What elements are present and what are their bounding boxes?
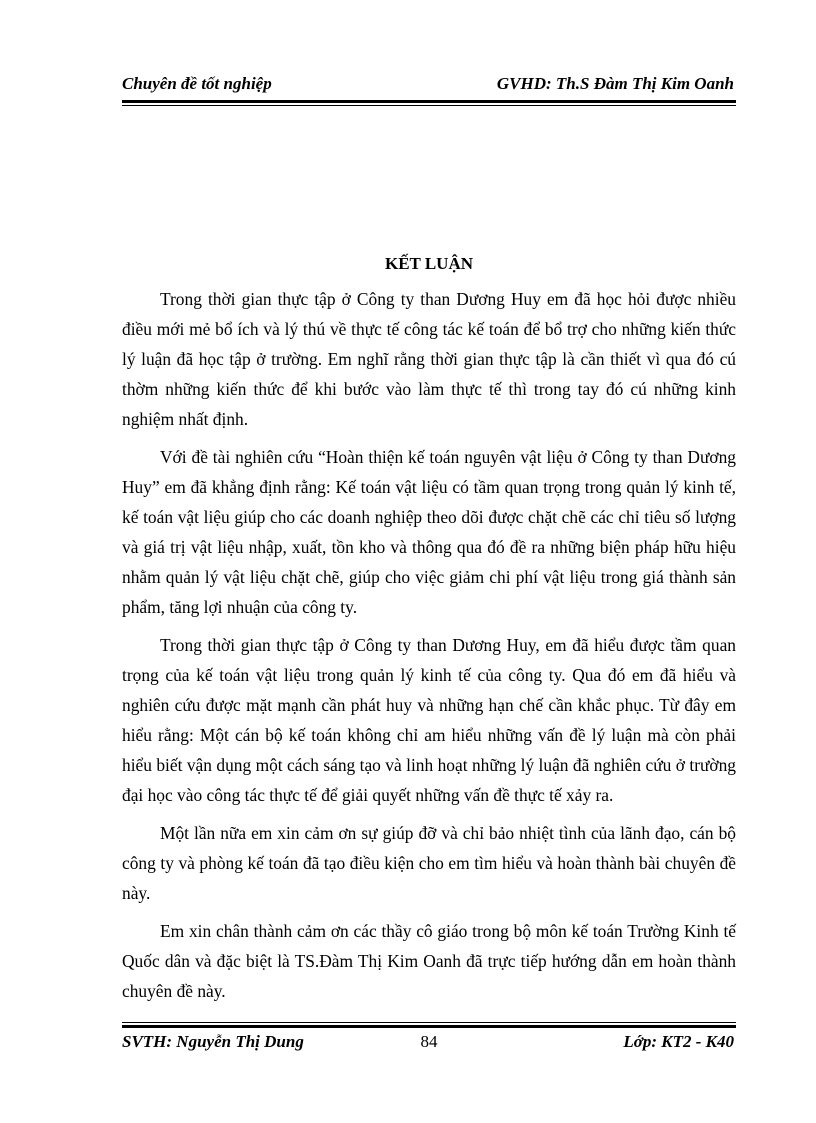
page-title: KẾT LUẬN (384, 254, 473, 273)
paragraph-5: Em xin chân thành cảm ơn các thầy cô giáo trong bộ môn kế toán Trường Kinh tế Quốc dân và đặc biệt là TS.Đàm Thị Kim Oanh đã trực tiếp hướng dẫn em hoàn thành chuyên đề này. (122, 921, 736, 1001)
footer-rule-thin (122, 1022, 736, 1023)
page-number: 84 (420, 1032, 438, 1051)
footer-rule-thick (122, 1025, 736, 1028)
paragraph-4: Một lần nữa em xin cảm ơn sự giúp đỡ và chỉ bảo nhiệt tình của lãnh đạo, cán bộ công ty và phòng kế toán đã tạo điều kiện cho em tìm hiểu và hoàn thành bài chuyên đề này. (122, 823, 736, 903)
header-subject: Chuyên đề tốt nghiệp (122, 74, 272, 93)
page-header (122, 74, 734, 102)
body-text (122, 284, 736, 1014)
header-rule-thick (122, 100, 736, 103)
header-rule-thin (122, 105, 736, 106)
footer-class: Lớp: KT2 - K40 (623, 1032, 734, 1051)
page-footer (122, 1032, 736, 1058)
header-advisor: GVHD: Th.S Đàm Thị Kim Oanh (496, 74, 734, 93)
paragraph-3: Trong thời gian thực tập ở Công ty than Dương Huy, em đã hiểu được tầm quan trọng của kế toán vật liệu trong quản lý kinh tế của công ty. Qua đó em đã hiểu và nghiên cứu được mặt mạnh cần phát huy và những hạn chế cần khắc phục. Từ đây em hiểu rằng: Một cán bộ kế toán không chỉ am hiểu những vấn đề lý luận mà còn phải hiểu biết vận dụng một cách sáng tạo và linh hoạt những lý luận đã nghiên cứu ở trường đại học vào công tác thực tế để giải quyết những vấn đề thực tế xảy ra. (122, 635, 736, 805)
paragraph-2: Với đề tài nghiên cứu “Hoàn thiện kế toán nguyên vật liệu ở Công ty than Dương Huy” em đã khẳng định rằng: Kế toán vật liệu có tầm quan trọng trong quản lý kinh tế, kế toán vật liệu giúp cho các doanh nghiệp theo dõi được chặt chẽ các chỉ tiêu số lượng và giá trị vật liệu nhập, xuất, tồn kho và thông qua đó đề ra những biện pháp hữu hiệu nhằm quản lý vật liệu chặt chẽ, giúp cho việc giảm chi phí vật liệu trong giá thành sản phẩm, tăng lợi nhuận của công ty. (122, 447, 736, 617)
paragraph-1: Trong thời gian thực tập ở Công ty than Dương Huy em đã học hỏi được nhiều điều mới mẻ bổ ích và lý thú về thực tế công tác kế toán để bổ trợ cho những kiến thức lý luận đã học tập ở trường. Em nghĩ rằng thời gian thực tập là cần thiết vì qua đó cú thờm những kiến thức để khi bước vào làm thực tế thì trong tay đó cú những kinh nghiệm nhất định. (122, 289, 736, 429)
footer-student: SVTH: Nguyễn Thị Dung (122, 1032, 304, 1051)
